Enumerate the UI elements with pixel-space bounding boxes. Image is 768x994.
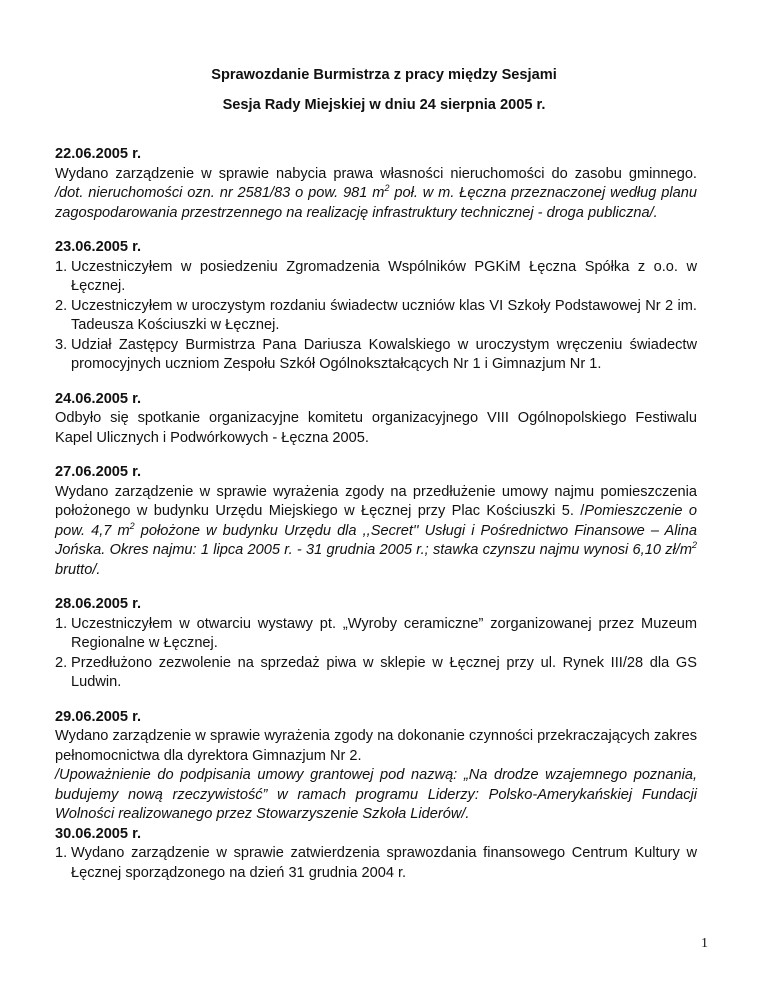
entry-date: 30.06.2005 r. xyxy=(55,825,142,842)
list-item: 1. Uczestniczyłem w posiedzeniu Zgromadzenia Wspólników PGKiM Łęczna Spółka z o.o. w Łęcznej. xyxy=(55,258,697,294)
entry-note: Pomieszczenie o pow. 4,7 $m^2$ położone w budynku Urzędu dla ,,Secret'' Usługi i Pośrednictwo Finansowe – Alina Jońska. Okres najmu: 1 lipca 2005 r. - 31 grudnia 2005 r.; stawka czynszu najmu wynosi 6,10 $zł/m^2$ brutto/. xyxy=(55,503,697,578)
list-item: 1. Wydano zarządzenie w sprawie zatwierdzenia sprawozdania finansowego Centrum Kultury w Łęcznej sporządzonego na dzień 31 grudnia 2004 r. xyxy=(55,845,697,881)
entry-date: 29.06.2005 r. xyxy=(55,708,142,725)
page-number: 1 xyxy=(701,936,708,951)
list-item: 2. Uczestniczyłem w uroczystym rozdaniu świadectw uczniów klas VI Szkoły Podstawowej Nr 2 im. Tadeusza Kościuszki w Łęcznej. xyxy=(55,297,697,333)
session-subtitle: Sesja Rady Miejskiej w dniu 24 sierpnia 2005 r. xyxy=(222,96,546,113)
entry-note: /dot. nieruchomości ozn. nr 2581/83 o pow. 981 $m^2$ poł. w m. Łęczna przeznaczonej według planu zagospodarowania przestrzennego na realizację infrastruktury technicznej - droga publiczna/. xyxy=(55,183,697,221)
list-item: 3. Udział Zastępcy Burmistrza Pana Dariusza Kowalskiego w uroczystym wręczeniu świadectw promocyjnych uczniom Zespołu Szkół Ogólnokształcących Nr 1 i Gimnazjum Nr 1. xyxy=(55,336,697,372)
report-entry xyxy=(55,595,697,693)
entry-text: Wydano zarządzenie w sprawie wyrażenia zgody na przedłużenie umowy najmu pomieszczenia położonego w budynku Urzędu Miejskiego w Łęcznej przy Plac Kościuszki 5. /Pomieszczenie o pow. 4,7 $m^2$ położone w budynku Urzędu dla ,,Secret'' Usługi i Pośrednictwo Finansowe – Alina Jońska. Okres najmu: 1 lipca 2005 r. - 31 grudnia 2005 r.; stawka czynszu najmu wynosi 6,10 $zł/m^2$ brutto/. xyxy=(55,483,697,578)
report-entry xyxy=(55,145,697,223)
report-entry xyxy=(55,708,697,825)
entry-list xyxy=(55,258,697,375)
entry-date: 24.06.2005 r. xyxy=(55,390,142,407)
entry-list xyxy=(55,844,697,883)
entry-date: 22.06.2005 r. xyxy=(55,146,142,162)
report-entry xyxy=(55,390,697,449)
report-entry xyxy=(55,238,697,375)
entry-text: Wydano zarządzenie w sprawie wyrażenia zgody na dokonanie czynności przekraczających zakres pełnomocnictwa dla dyrektora Gimnazjum Nr 2. xyxy=(55,728,697,764)
entry-date: 23.06.2005 r. xyxy=(55,239,142,255)
list-item: 1. Uczestniczyłem w otwarciu wystawy pt. „Wyroby ceramiczne” zorganizowanej przez Muzeum Regionalne w Łęcznej. xyxy=(55,615,697,651)
entry-date: 28.06.2005 r. xyxy=(55,596,142,612)
entry-text: Odbyło się spotkanie organizacyjne komitetu organizacyjnego VIII Ogólnopolskiego Festiwalu Kapel Ulicznych i Podwórkowych - Łęczna 2005. xyxy=(55,410,697,446)
entry-date: 27.06.2005 r. xyxy=(55,464,142,480)
report-entry xyxy=(55,825,697,884)
document-title: Sprawozdanie Burmistrza z pracy między Sesjami xyxy=(211,67,557,83)
report-entry xyxy=(55,463,697,580)
entry-list xyxy=(55,615,697,693)
entry-note: /Upoważnienie do podpisania umowy grantowej pod nazwą: „Na drodze wzajemnego poznania, budujemy nową rzeczywistość” w ramach programu Liderzy: Polsko-Amerykańskiej Fundacji Wolności realizowanego przez Stowarzyszenie Szkoła Liderów/. xyxy=(55,767,697,822)
entry-text: Wydano zarządzenie w sprawie nabycia prawa własności nieruchomości do zasobu gminnego. /dot. nieruchomości ozn. nr 2581/83 o pow. 981 $m^2$ poł. w m. Łęczna przeznaczonej według planu zagospodarowania przestrzennego na realizację infrastruktury technicznej - droga publiczna/. xyxy=(55,165,697,221)
list-item: 2. Przedłużono zezwolenie na sprzedaż piwa w sklepie w Łęcznej przy ul. Rynek III/28 dla GS Ludwin. xyxy=(55,654,697,690)
